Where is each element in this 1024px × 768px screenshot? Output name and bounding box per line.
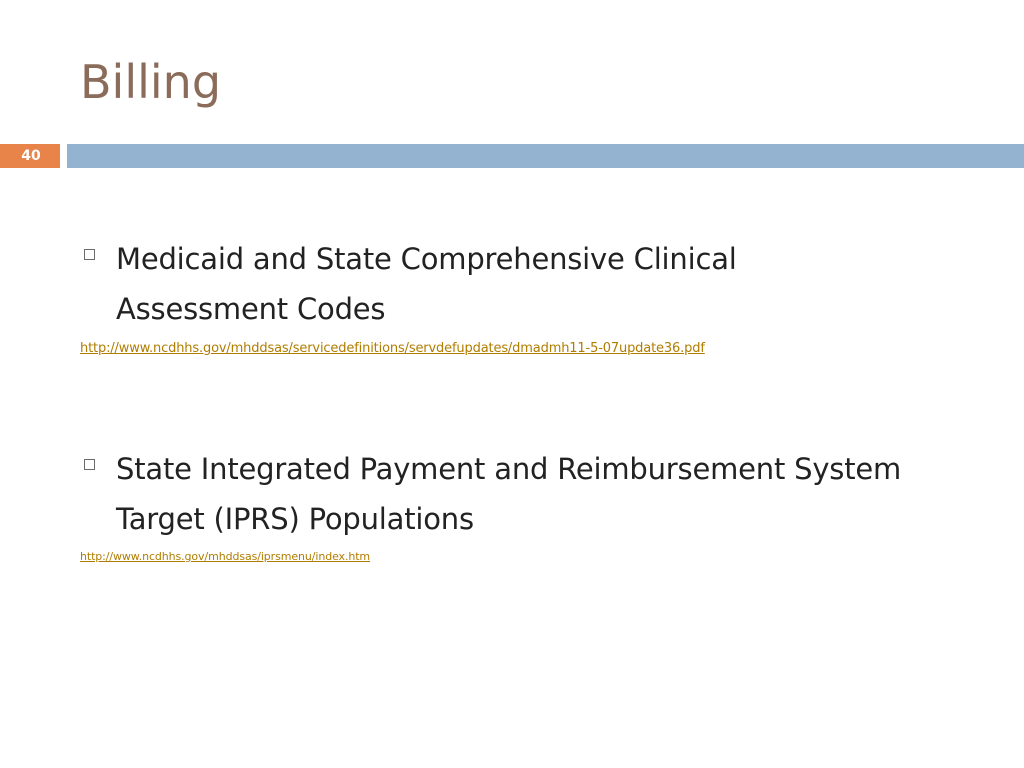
bullet-text: Medicaid and State Comprehensive Clinical Assessment Codes <box>116 242 737 326</box>
page-number-badge: 40 <box>0 144 60 168</box>
iprs-populations-link[interactable]: http://www.ncdhhs.gov/mhddsas/iprsmenu/index.htm <box>80 550 371 563</box>
bullet-item <box>84 234 904 334</box>
square-bullet-icon <box>84 249 95 260</box>
bullet-item <box>84 444 904 544</box>
square-bullet-icon <box>84 459 95 470</box>
cca-codes-link[interactable]: http://www.ncdhhs.gov/mhddsas/servicedefinitions/servdefupdates/dmadmh11-5-07update36.pdf <box>80 341 705 356</box>
slide-title: Billing <box>80 55 222 109</box>
bullet-text: State Integrated Payment and Reimbursement System Target (IPRS) Populations <box>116 452 902 536</box>
title-divider-bar <box>67 144 1024 168</box>
